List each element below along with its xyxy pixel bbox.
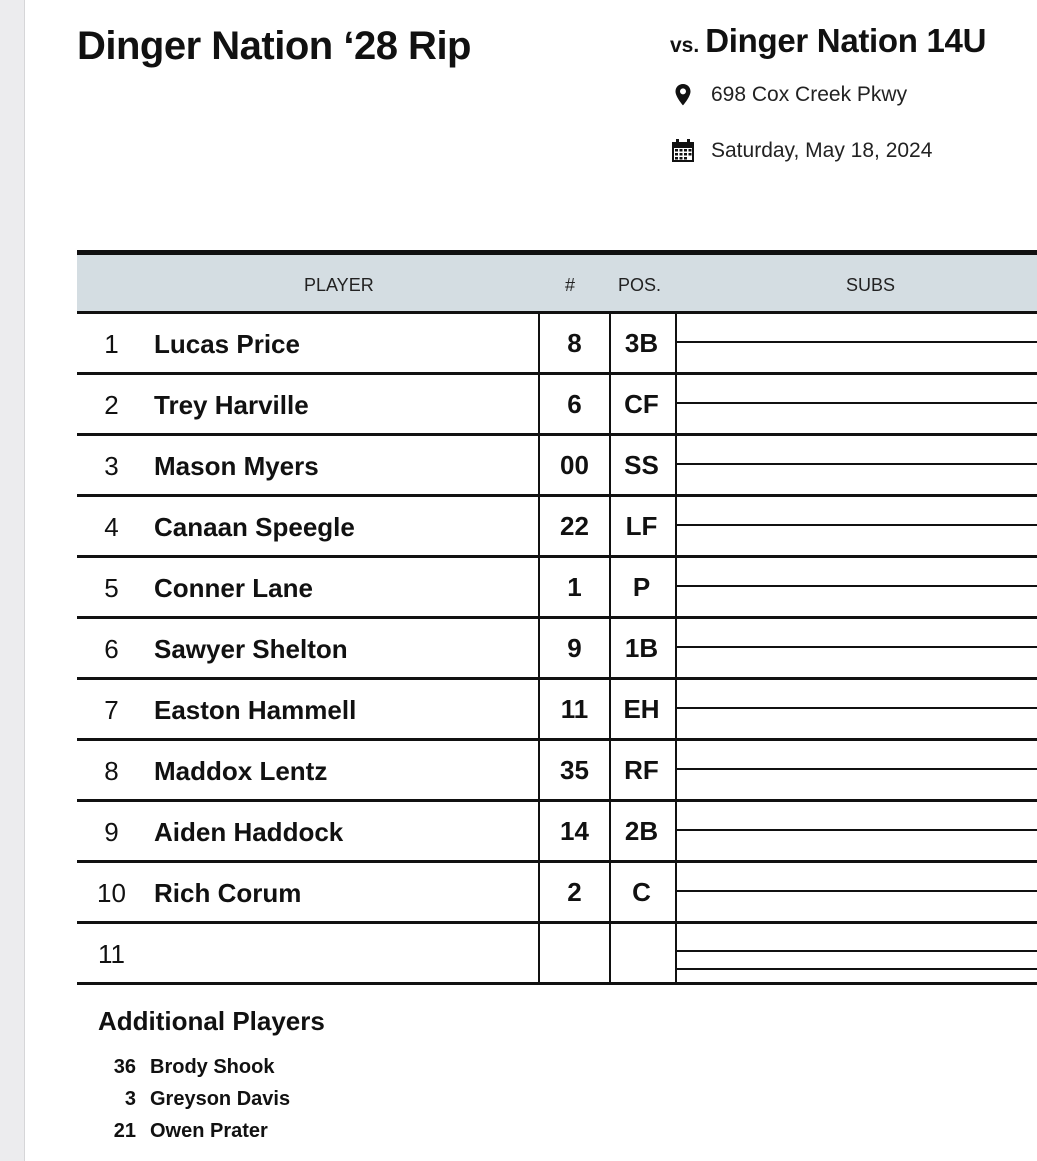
table-row: [77, 375, 1037, 436]
jersey-number: 8: [538, 314, 611, 372]
jersey-number: 22: [538, 497, 611, 555]
position: C: [608, 863, 677, 921]
subs-cell: [677, 924, 1037, 982]
table-row: [77, 680, 1037, 741]
batting-order: 2: [104, 390, 119, 420]
player-name: Trey Harville: [154, 390, 309, 420]
position: P: [608, 558, 677, 616]
player-name: Sawyer Shelton: [154, 634, 348, 664]
player-name: Maddox Lentz: [154, 756, 328, 786]
location-text: 698 Cox Creek Pkwy: [711, 83, 908, 106]
player-name: Rich Corum: [154, 878, 302, 908]
subs-cell: [677, 802, 1037, 860]
position: [608, 924, 677, 982]
position: LF: [608, 497, 677, 555]
position: 1B: [608, 619, 677, 677]
opponent-name: Dinger Nation 14U: [705, 22, 987, 59]
subs-cell: [677, 436, 1037, 494]
jersey-number: 35: [538, 741, 611, 799]
position: CF: [608, 375, 677, 433]
player-number: 21: [113, 1120, 136, 1142]
table-row: [77, 314, 1037, 375]
team-title: Dinger Nation ‘28 Rip: [77, 24, 471, 68]
date-text: Saturday, May 18, 2024: [711, 139, 933, 162]
header-player: PLAYER: [304, 275, 374, 295]
header-subs: SUBS: [846, 275, 896, 295]
table-row: [77, 741, 1037, 802]
location-row: [670, 82, 907, 108]
batting-order: 9: [104, 817, 119, 847]
batting-order: 8: [104, 756, 119, 786]
player-number: 36: [113, 1056, 136, 1078]
map-pin-icon: [670, 82, 696, 108]
subs-cell: [677, 863, 1037, 921]
player-name: Conner Lane: [154, 573, 313, 603]
list-item: [98, 1120, 398, 1152]
additional-players: [98, 1006, 325, 1142]
opponent-heading: [670, 22, 986, 60]
subs-cell: [677, 375, 1037, 433]
vs-label: vs.: [670, 34, 700, 57]
jersey-number: [538, 924, 611, 982]
calendar-icon: [670, 138, 696, 164]
subs-cell: [677, 680, 1037, 738]
table-row: [77, 436, 1037, 497]
table-row: [77, 802, 1037, 863]
table-header: [77, 250, 1037, 314]
jersey-number: 1: [538, 558, 611, 616]
batting-order: 1: [104, 329, 119, 359]
player-name: Canaan Speegle: [154, 512, 355, 542]
player-name: Easton Hammell: [154, 695, 357, 725]
position: 3B: [608, 314, 677, 372]
batting-order: 4: [104, 512, 119, 542]
table-row: [77, 558, 1037, 619]
additional-players-title: Additional Players: [98, 1006, 325, 1036]
date-row: [670, 138, 932, 164]
lineup-table: [77, 250, 1037, 985]
player-name: Mason Myers: [154, 451, 319, 481]
player-name: Owen Prater: [150, 1120, 268, 1142]
batting-order: 3: [104, 451, 119, 481]
table-row: [77, 497, 1037, 558]
subs-cell: [677, 741, 1037, 799]
batting-order: 10: [97, 878, 126, 908]
player-number: 3: [124, 1088, 136, 1110]
jersey-number: 2: [538, 863, 611, 921]
header-position: POS.: [618, 275, 662, 295]
jersey-number: 6: [538, 375, 611, 433]
table-row: [77, 619, 1037, 680]
batting-order: 6: [104, 634, 119, 664]
header-number: #: [565, 275, 576, 295]
position: RF: [608, 741, 677, 799]
batting-order: 5: [104, 573, 119, 603]
list-item: [98, 1088, 398, 1120]
jersey-number: 14: [538, 802, 611, 860]
list-item: [98, 1056, 398, 1088]
jersey-number: 9: [538, 619, 611, 677]
jersey-number: 11: [538, 680, 611, 738]
table-row: [77, 924, 1037, 985]
player-name: Greyson Davis: [150, 1088, 291, 1110]
jersey-number: 00: [538, 436, 611, 494]
table-row: [77, 863, 1037, 924]
subs-cell: [677, 558, 1037, 616]
subs-cell: [677, 314, 1037, 372]
batting-order: 11: [98, 939, 125, 969]
batting-order: 7: [104, 695, 119, 725]
position: SS: [608, 436, 677, 494]
position: EH: [608, 680, 677, 738]
additional-players-list: [98, 1056, 398, 1152]
position: 2B: [608, 802, 677, 860]
player-name: Brody Shook: [150, 1056, 275, 1078]
player-name: Lucas Price: [154, 329, 300, 359]
player-name: Aiden Haddock: [154, 817, 344, 847]
subs-cell: [677, 497, 1037, 555]
page-gutter: [0, 0, 25, 1161]
subs-cell: [677, 619, 1037, 677]
